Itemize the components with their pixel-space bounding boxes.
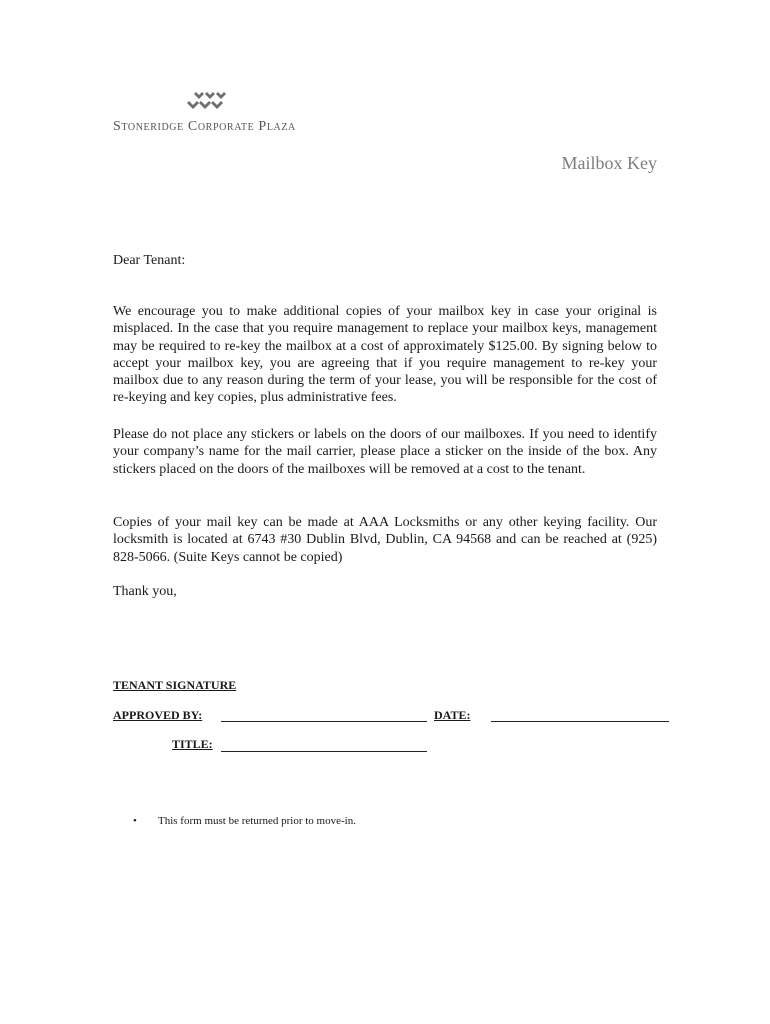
- title-label: TITLE:: [172, 737, 213, 751]
- date-label: DATE:: [434, 708, 471, 722]
- tenant-signature-heading: TENANT SIGNATURE: [113, 678, 237, 692]
- approved-by-label: APPROVED BY:: [113, 708, 203, 722]
- paragraph-key-copies: We encourage you to make additional copies of your mailbox key in case your original is misplaced. In the case that you require management to replace your mailbox keys, management may be required to re-key the mailbox at a cost of approximately $125.00. By signing below to accept your mailbox key, you are agreeing that if you require management to re-key your mailbox due to any reason during the term of your lease, you will be responsible for the cost of re-keying and key copies, plus administrative fees.: [113, 304, 657, 406]
- document-title: Mailbox Key: [561, 153, 657, 173]
- title-signature-line[interactable]: [221, 751, 427, 752]
- footnote-text: This form must be returned prior to move-in.: [158, 815, 356, 827]
- closing: Thank you,: [113, 584, 177, 599]
- paragraph-locksmith: Copies of your mail key can be made at AAA Locksmiths or any other keying facility. Our locksmith is located at 6743 #30 Dublin Blvd, Dublin, CA 94568 and can be reached at (925) 828-5066. (Suite Keys cannot be copied): [113, 515, 657, 565]
- footnote: [133, 815, 356, 827]
- paragraph-stickers: Please do not place any stickers or labels on the doors of our mailboxes. If you need to identify your company’s name for the mail carrier, please place a sticker on the inside of the box. Any stickers placed on the doors of the mailboxes will be removed at a cost to the tenant.: [113, 427, 657, 477]
- salutation: Dear Tenant:: [113, 253, 186, 268]
- bullet-icon: •: [133, 815, 137, 827]
- diamond-cluster-icon: [187, 92, 227, 116]
- approved-by-signature-line[interactable]: [221, 721, 427, 722]
- company-name: Stoneridge Corporate Plaza: [113, 119, 296, 134]
- date-signature-line[interactable]: [491, 721, 669, 722]
